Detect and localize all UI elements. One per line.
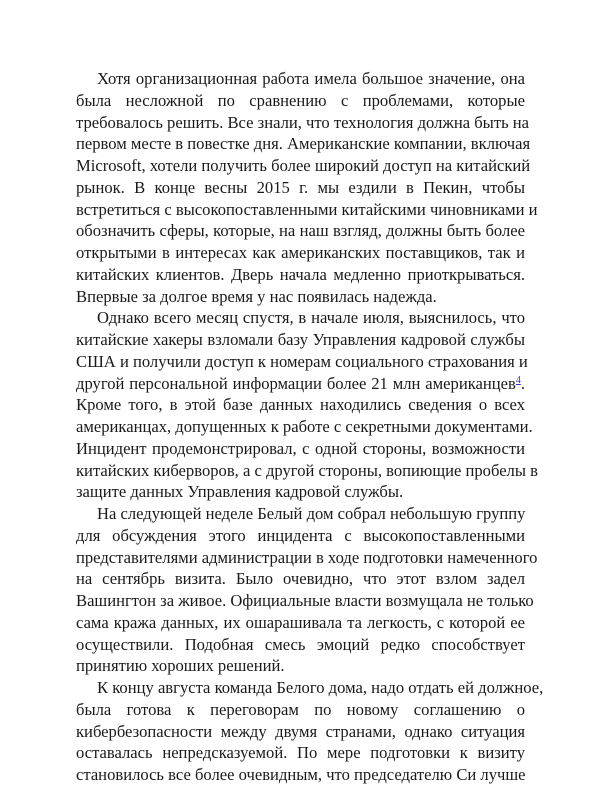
text-line: становилось все более очевидным, что председателю Си лучше bbox=[76, 765, 526, 784]
text-line: китайских клиентов. Дверь начала медленно приоткрываться. bbox=[76, 264, 525, 284]
paragraph-3 bbox=[76, 503, 538, 677]
text-line: Кроме того, в этой базе данных находились сведения о всех bbox=[76, 395, 525, 415]
text-line: на сентябрь визита. Было очевидно, что этот взлом задел bbox=[76, 569, 525, 589]
text-line: представителями администрации в ходе подготовки намеченного bbox=[76, 547, 538, 567]
text-line: китайские хакеры взломали базу Управления кадровой службы bbox=[76, 330, 525, 349]
paragraph-4 bbox=[76, 677, 544, 786]
text-line: Впервые за долгое время у нас появилась надежда. bbox=[76, 286, 437, 306]
text-line: принятию хороших решений. bbox=[76, 656, 285, 676]
text-line: для обсуждения этого инцидента с высокопоставленными bbox=[76, 525, 525, 545]
text-line: оставалась непредсказуемой. По мере подготовки к визиту bbox=[76, 743, 525, 763]
text-line: требовалось решить. Все знали, что технология должна быть на bbox=[76, 112, 530, 132]
text-line: На следующей неделе Белый дом собрал небольшую группу bbox=[97, 504, 526, 523]
text-line: США и получили доступ к номерам социального страхования и bbox=[76, 351, 528, 371]
text-line: открытыми в интересах как американских поставщиков, так и bbox=[76, 243, 525, 262]
text-line: американцах, допущенных к работе с секретными документами. bbox=[76, 417, 533, 436]
text-line: К концу августа команда Белого дома, надо отдать ей должное, bbox=[97, 678, 544, 697]
paragraph-1 bbox=[76, 68, 538, 307]
footnote-trailing-text: . bbox=[520, 373, 525, 393]
text-line: была несложной по сравнению с проблемами, которые bbox=[76, 90, 525, 110]
text-line: Однако всего месяц спустя, в начале июля, выяснилось, что bbox=[97, 308, 525, 328]
text-line: осуществили. Подобная смесь эмоций редко способствует bbox=[76, 634, 525, 654]
footnote-link[interactable]: 4 bbox=[515, 374, 521, 386]
text-line: рынок. В конце весны 2015 г. мы ездили в Пекин, чтобы bbox=[76, 177, 525, 197]
text-line: была готова к переговорам по новому соглашению о bbox=[76, 699, 525, 719]
text-line: Инцидент продемонстрировал, с одной стороны, возможности bbox=[76, 438, 525, 458]
text-line: китайских киберворов, а с другой стороны, вопиющие пробелы в bbox=[76, 460, 538, 480]
text-line-with-footnote bbox=[76, 373, 525, 395]
text-line-content: другой персональной информации более 21 млн американцев bbox=[76, 373, 516, 393]
text-line: обозначить сферы, которые, на наш взгляд, должны быть более bbox=[76, 221, 525, 241]
text-line: защите данных Управления кадровой службы. bbox=[76, 482, 404, 502]
text-line: Microsoft, хотели получить более широкий доступ на китайский bbox=[76, 156, 531, 175]
text-line: кибербезопасности между двумя странами, однако ситуация bbox=[76, 721, 525, 741]
text-line: первом месте в повестке дня. Американские компании, включая bbox=[76, 134, 531, 154]
text-line: Вашингтон за живое. Официальные власти возмущала не только bbox=[76, 591, 534, 610]
paragraph-2 bbox=[76, 307, 538, 503]
text-line: встретиться с высокопоставленными китайскими чиновниками и bbox=[76, 199, 538, 219]
text-line: Хотя организационная работа имела большое значение, она bbox=[97, 69, 525, 88]
document-page bbox=[76, 68, 544, 786]
text-line: сама кража данных, их ошарашивала та легкость, с которой ее bbox=[76, 612, 525, 632]
